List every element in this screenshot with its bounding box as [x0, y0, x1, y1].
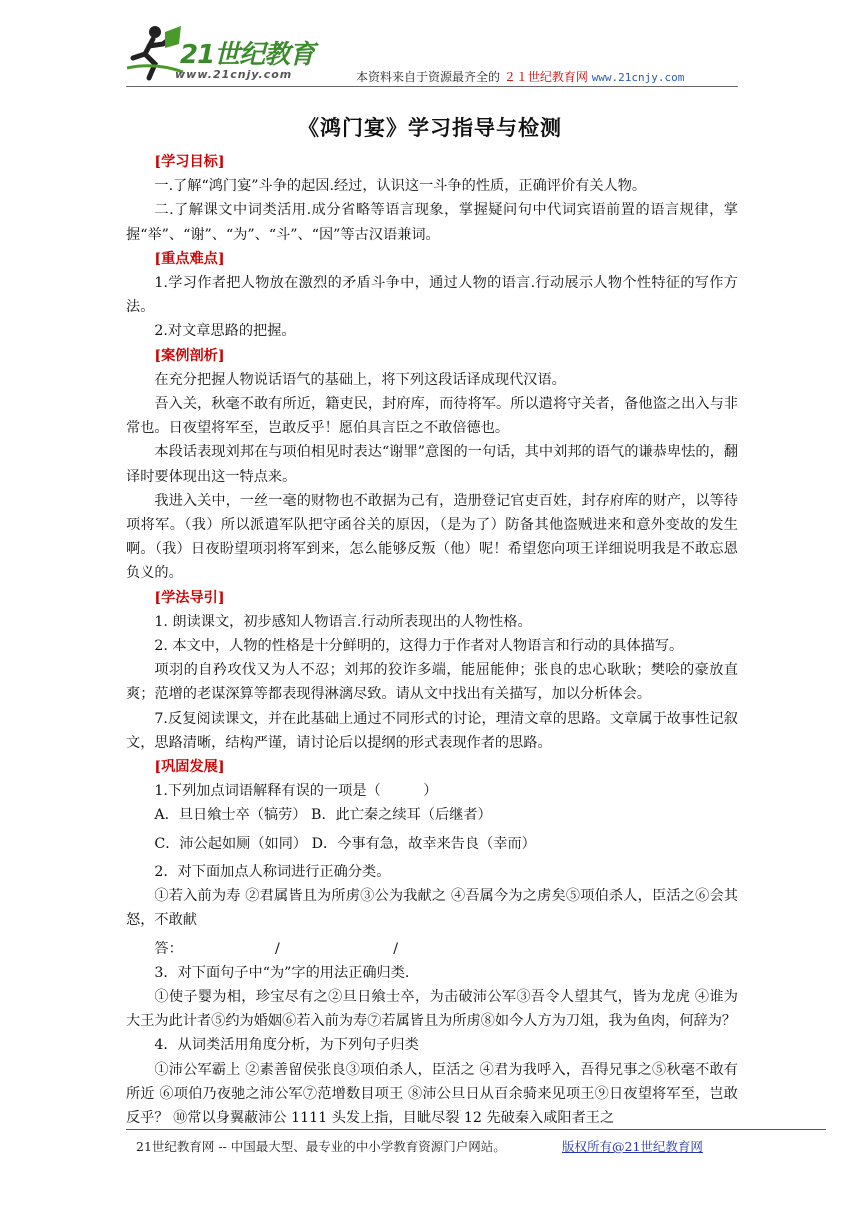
document-title: 《鸿门宴》学习指导与检测	[298, 116, 562, 140]
paragraph: C．沛公起如厕（如同） D．今事有急，故幸来告良（幸而）	[154, 835, 536, 852]
site-logo	[125, 22, 325, 82]
paragraph: 一.了解“鸿门宴”斗争的起因.经过，认识这一斗争的性质，正确评价有关人物。	[154, 178, 647, 195]
paragraph: 1.学习作者把人物放在激烈的矛盾斗争中，通过人物的语言.行动展示人物个性特征的写作方法。	[126, 275, 738, 316]
paragraph: 2. 本文中，人物的性格是十分鲜明的，这得力于作者对人物语言和行动的具体描写。	[154, 638, 684, 655]
footer-divider	[126, 1129, 826, 1130]
paragraph: 二.了解课文中词类活用.成分省略等语言现象，掌握疑问句中代词宾语前置的语言规律，掌握“举”、“谢”、“为”、“斗”、“因”等古汉语兼词。	[126, 202, 738, 243]
paragraph: ①使子婴为相，珍宝尽有之②旦日飨士卒，为击破沛公军③吾令人望其气，皆为龙虎 ④谁为大王为此计者⑤约为婚姻⑥若入前为寿⑦若属皆且为所虏⑧如今人方为刀俎，我为鱼肉，何辞为？	[126, 988, 738, 1030]
tagline-prefix: 本资料来自于资源最齐全的	[356, 70, 501, 84]
paragraph: 在充分把握人物说话语气的基础上，将下列这段话译成现代汉语。	[154, 371, 566, 388]
paragraph: A．旦日飨士卒（犒劳） B．此亡秦之续耳（后继者）	[154, 807, 492, 824]
page-footer	[136, 1137, 703, 1155]
tagline-brand: ２１世纪教育网	[503, 70, 588, 84]
paragraph: 本段话表现刘邦在与项伯相见时表达“谢罪”意图的一句话，其中刘邦的语气的谦恭卑怯的，翻译时要体现出这一特点来。	[126, 444, 738, 485]
paragraph: 1.下列加点词语解释有误的一项是（ ）	[154, 783, 438, 800]
logo-text: 21世纪教育	[180, 40, 315, 70]
section-heading: [学习目标]	[154, 154, 225, 170]
paragraph: 2．对下面加点人称词进行正确分类。	[154, 863, 391, 880]
header-tagline	[356, 68, 684, 85]
header-divider	[126, 86, 738, 87]
logo-url: www.21cnjy.com	[175, 68, 293, 81]
paragraph: 我进入关中，一丝一毫的财物也不敢据为己有，造册登记官吏百姓，封存府库的财产，以等待项将军。（我）所以派遣军队把守函谷关的原因，（是为了）防备其他盗贼进来和意外变故的发生啊。（我）日夜盼望项羽将军到来，怎么能够反叛（他）呢！希望您向项王详细说明我是不敢忘恩负义的。	[126, 492, 738, 582]
paragraph: 项羽的自矜攻伐又为人不忍；刘邦的狡诈多端，能屈能伸；张良的忠心耿耿；樊哙的豪放直爽；范增的老谋深算等都表现得淋漓尽致。请从文中找出有关描写，加以分析体会。	[126, 662, 738, 703]
paragraph: 吾入关，秋毫不敢有所近，籍吏民，封府库，而待将军。所以遣将守关者，备他盗之出入与非常也。日夜望将军至，岂敢反乎！愿伯具言臣之不敢倍德也。	[126, 396, 738, 437]
paragraph: 答： / /	[154, 940, 399, 957]
paragraph: ①沛公军霸上 ②素善留侯张良③项伯杀人，臣活之 ④君为我呼入，吾得兄事之⑤秋毫不敢有所近 ⑥项伯乃夜驰之沛公军⑦范增数目项王 ⑧沛公旦日从百余骑来见项王⑨日夜望将军至，岂敢反乎？ ⑩常以身翼蔽沛公 1111 头发上指，目眦尽裂 12 先破秦入咸阳者王之	[126, 1061, 738, 1126]
section-heading: [学法导引]	[154, 589, 225, 606]
footer-text: 21世纪教育网 -- 中国最大型、最专业的中小学教育资源门户网站。	[136, 1139, 506, 1154]
paragraph: 4．从词类活用角度分析，为下列句子归类	[154, 1037, 419, 1054]
section-heading: [巩固发展]	[154, 759, 225, 776]
section-heading: [案例剖析]	[154, 347, 225, 364]
paragraph: ①若入前为寿 ②君属皆且为所虏③公为我献之 ④吾属今为之虏矣⑤项伯杀人，臣活之⑥会其怒，不敢献	[126, 888, 738, 929]
copyright-link[interactable]: 版权所有@21世纪教育网	[562, 1139, 703, 1154]
paragraph: 2.对文章思路的把握。	[154, 323, 296, 340]
section-heading: [重点难点]	[154, 250, 225, 267]
document-body	[126, 150, 738, 1130]
paragraph: 7.反复阅读课文，并在此基础上通过不同形式的讨论，理清文章的思路。文章属于故事性记叙文，思路清晰，结构严谨，请讨论后以提纲的形式表现作者的思路。	[126, 710, 738, 751]
paragraph: 1. 朗读课文，初步感知人物语言.行动所表现出的人物性格。	[154, 613, 532, 630]
paragraph: 3．对下面句子中“为”字的用法正确归类.	[154, 964, 410, 981]
page-header	[0, 0, 860, 90]
tagline-url[interactable]: www.21cnjy.com	[591, 71, 685, 84]
